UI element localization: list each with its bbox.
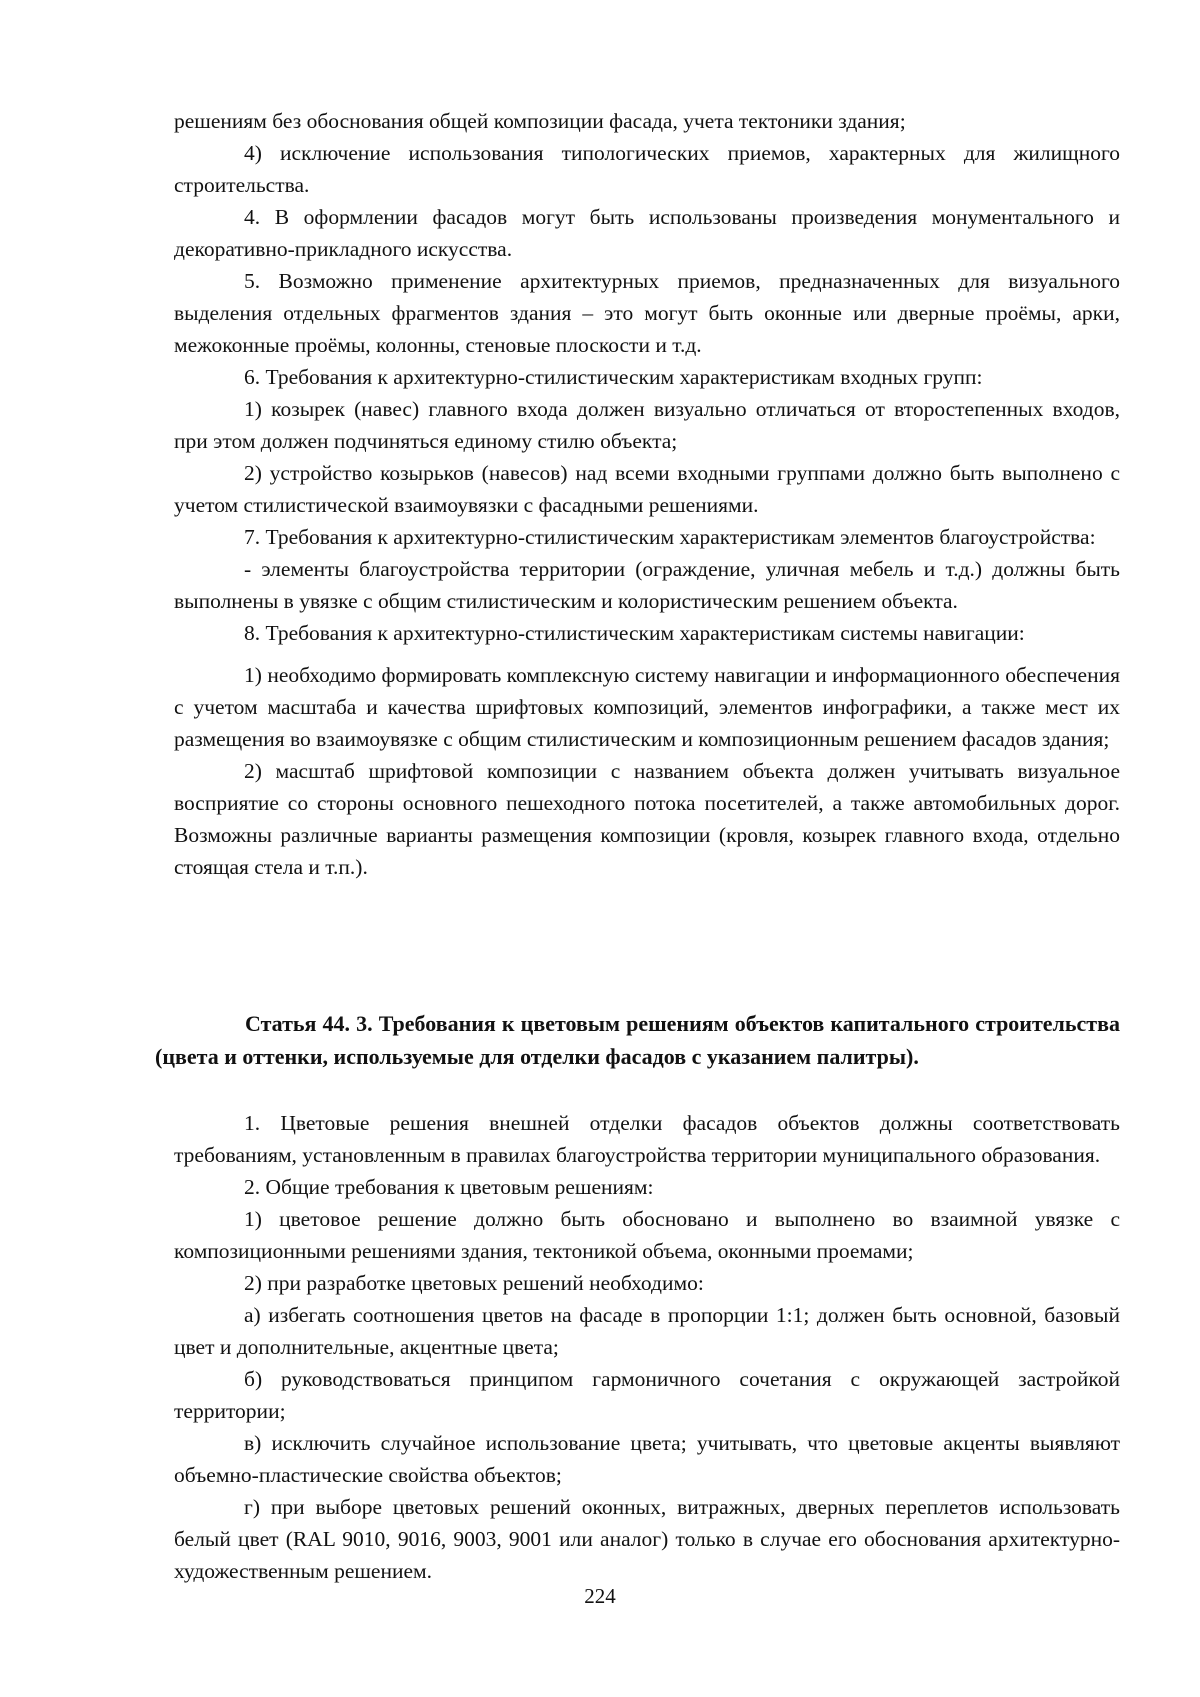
article-body-part1 <box>174 105 1120 883</box>
article-body-part2 <box>174 1107 1120 1587</box>
paragraph-color-item-1: 1) цветовое решение должно быть обосновано и выполнено во взаимной увязке с композиционными решениями здания, тектоникой объема, оконными проемами; <box>174 1207 1120 1263</box>
paragraph-continuation: решениям без обоснования общей композиции фасада, учета тектоники здания; <box>174 109 906 133</box>
paragraph-point-4: 4. В оформлении фасадов могут быть использованы произведения монументального и декоративно-прикладного искусства. <box>174 205 1120 261</box>
paragraph-point-8-item-1: 1) необходимо формировать комплексную систему навигации и информационного обеспечения с учетом масштаба и качества шрифтовых композиций, элементов инфографики, а также мест их размещения во взаимоувязке с общим стилистическим и композиционным решением фасадов здания; <box>174 663 1120 751</box>
paragraph-color-item-2: 2) при разработке цветовых решений необходимо: <box>244 1271 704 1295</box>
paragraph-color-point-1: 1. Цветовые решения внешней отделки фасадов объектов должны соответствовать требованиям, установленным в правилах благоустройства территории муниципального образования. <box>174 1111 1120 1167</box>
paragraph-item-4-exclusion: 4) исключение использования типологических приемов, характерных для жилищного строительства. <box>174 141 1120 197</box>
article-heading: Статья 44. 3. Требования к цветовым решениям объектов капитального строительства (цвета и оттенки, используемые для отделки фасадов с указанием палитры). <box>155 1011 1120 1069</box>
paragraph-color-item-g: г) при выборе цветовых решений оконных, витражных, дверных переплетов использовать белый цвет (RAL 9010, 9016, 9003, 9001 или аналог) только в случае его обоснования архитектурно-художественным решением. <box>174 1495 1120 1583</box>
paragraph-point-6: 6. Требования к архитектурно-стилистическим характеристикам входных групп: <box>244 365 983 389</box>
page-number: 224 <box>584 1584 616 1608</box>
paragraph-color-item-v: в) исключить случайное использование цвета; учитывать, что цветовые акценты выявляют объемно-пластические свойства объектов; <box>174 1431 1120 1487</box>
paragraph-point-7: 7. Требования к архитектурно-стилистическим характеристикам элементов благоустройства: <box>244 525 1096 549</box>
paragraph-point-8-item-2: 2) масштаб шрифтовой композиции с названием объекта должен учитывать визуальное восприятие со стороны основного пешеходного потока посетителей, а также автомобильных дорог. Возможны различные варианты размещения композиции (кровля, козырек главного входа, отдельно стоящая стела и т.п.). <box>174 759 1120 879</box>
paragraph-color-item-a: а) избегать соотношения цветов на фасаде в пропорции 1:1; должен быть основной, базовый цвет и дополнительные, акцентные цвета; <box>174 1303 1120 1359</box>
paragraph-point-6-item-2: 2) устройство козырьков (навесов) над всеми входными группами должно быть выполнено с учетом стилистической взаимоувязки с фасадными решениями. <box>174 461 1120 517</box>
paragraph-point-6-item-1: 1) козырек (навес) главного входа должен визуально отличаться от второстепенных входов, при этом должен подчиняться единому стилю объекта; <box>174 397 1120 453</box>
paragraph-point-5: 5. Возможно применение архитектурных приемов, предназначенных для визуального выделения отдельных фрагментов здания – это могут быть оконные или дверные проёмы, арки, межоконные проёмы, колонны, стеновые плоскости и т.д. <box>174 269 1120 357</box>
paragraph-color-item-b: б) руководствоваться принципом гармоничного сочетания с окружающей застройкой территории; <box>174 1367 1120 1423</box>
paragraph-color-point-2: 2. Общие требования к цветовым решениям: <box>244 1175 654 1199</box>
paragraph-point-8: 8. Требования к архитектурно-стилистическим характеристикам системы навигации: <box>244 621 1025 645</box>
paragraph-point-7-item: - элементы благоустройства территории (ограждение, уличная мебель и т.д.) должны быть выполнены в увязке с общим стилистическим и колористическим решением объекта. <box>174 557 1120 613</box>
